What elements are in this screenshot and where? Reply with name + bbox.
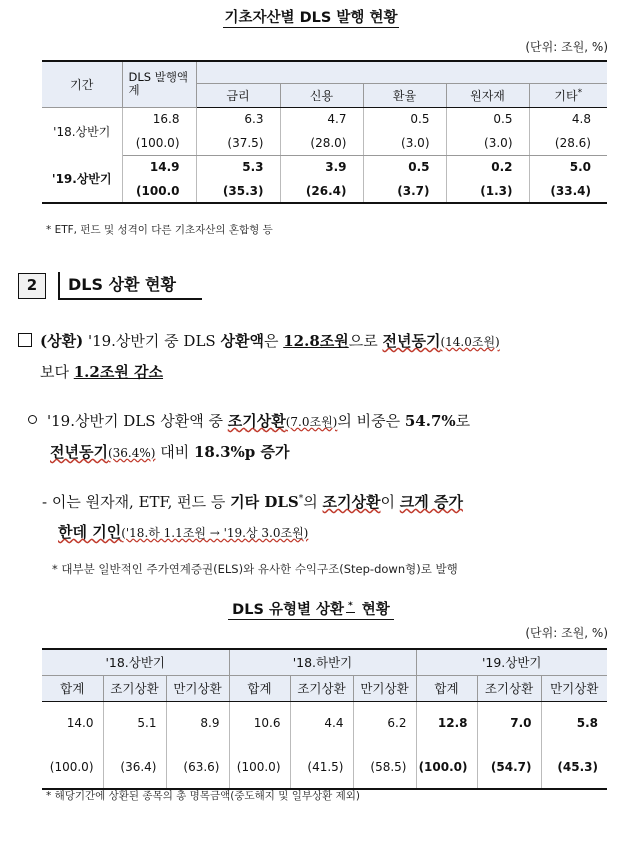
section-title: DLS 상환 현황 — [58, 272, 202, 300]
cell-value: 6.3 — [196, 107, 280, 131]
section-number: 2 — [18, 273, 46, 299]
cell-value: 16.8 — [122, 107, 196, 131]
header-total: DLS 발행액계 — [122, 61, 196, 107]
cell-share: (3.7) — [363, 179, 446, 203]
table2-unit: (단위: 조원, %) — [525, 626, 608, 640]
table1-title: 기초자산별 DLS 발행 현황 — [224, 10, 398, 26]
header-rate: 금리 — [196, 83, 280, 107]
cell-share: (45.3) — [541, 745, 607, 789]
subheader-early: 조기상환 — [477, 675, 541, 701]
cell-share: (100.0 — [122, 179, 196, 203]
cell-value: 4.4 — [290, 701, 353, 745]
subheader-total: 합계 — [229, 675, 290, 701]
cell-value: 5.3 — [196, 155, 280, 179]
redemption-table — [42, 648, 607, 790]
cell-value: 5.8 — [541, 701, 607, 745]
cell-value: 6.2 — [353, 701, 416, 745]
cell-share: (58.5) — [353, 745, 416, 789]
row-period: '19.상반기 — [42, 155, 122, 203]
cell-share: (1.3) — [446, 179, 529, 203]
row-period: '18.상반기 — [42, 107, 122, 155]
subheader-early: 조기상환 — [290, 675, 353, 701]
paragraph-2: '19.상반기 DLS 상환액 중 조기상환(7.0조원)의 비중은 54.7%로 전년동기(36.4%) 대비 18.3%p 증가 — [28, 406, 612, 468]
cell-share: (3.0) — [363, 131, 446, 155]
cell-share: (100.0) — [122, 131, 196, 155]
table2-title: DLS 유형별 상환 * 현황 — [0, 598, 622, 619]
group-header: '18.상반기 — [42, 649, 229, 675]
header-commodity: 원자재 — [446, 83, 529, 107]
cell-value: 4.8 — [529, 107, 607, 131]
checkbox-square-icon — [18, 333, 32, 347]
cell-share: (63.6) — [166, 745, 229, 789]
cell-share: (28.6) — [529, 131, 607, 155]
table1-unit: (단위: 조원, %) — [525, 40, 608, 54]
cell-share: (35.3) — [196, 179, 280, 203]
subheader-maturity: 만기상환 — [541, 675, 607, 701]
subheader-total: 합계 — [42, 675, 103, 701]
cell-value: 0.5 — [446, 107, 529, 131]
cell-value: 0.5 — [363, 107, 446, 131]
paragraph-1: (상환) '19.상반기 중 DLS 상환액은 12.8조원으로 전년동기(14.0조원) 보다 1.2조원 감소 — [18, 326, 610, 387]
table2-note: * 해당기간에 상환된 종목의 총 명목금액(중도해지 및 일부상환 제외) — [46, 790, 361, 802]
cell-value: 14.9 — [122, 155, 196, 179]
section-heading — [18, 272, 202, 300]
header-period: 기간 — [42, 61, 122, 107]
cell-share: (3.0) — [446, 131, 529, 155]
cell-share: (36.4) — [103, 745, 166, 789]
bullet-circle-icon — [28, 415, 37, 424]
subheader-early: 조기상환 — [103, 675, 166, 701]
table1-note: * ETF, 펀드 및 성격이 다른 기초자산의 혼합형 등 — [46, 224, 273, 236]
cell-value: 7.0 — [477, 701, 541, 745]
group-header: '18.하반기 — [229, 649, 416, 675]
subheader-maturity: 만기상환 — [353, 675, 416, 701]
cell-value: 3.9 — [280, 155, 363, 179]
cell-value: 0.5 — [363, 155, 446, 179]
cell-share: (100.0) — [416, 745, 477, 789]
cell-value: 4.7 — [280, 107, 363, 131]
cell-share: (28.0) — [280, 131, 363, 155]
cell-value: 8.9 — [166, 701, 229, 745]
paragraph-3: - 이는 원자재, ETF, 펀드 등 기타 DLS*의 조기상환이 크게 증가 한데 기인('18.하 1.1조원 → '19.상 3.0조원) — [42, 493, 463, 541]
header-fx: 환율 — [363, 83, 446, 107]
group-header: '19.상반기 — [416, 649, 607, 675]
cell-share: (41.5) — [290, 745, 353, 789]
cell-value: 5.1 — [103, 701, 166, 745]
paragraph-3-note: * 대부분 일반적인 주가연계증권(ELS)와 유사한 수익구조(Step-down형)로 발행 — [52, 562, 458, 576]
cell-value: 10.6 — [229, 701, 290, 745]
cell-share: (37.5) — [196, 131, 280, 155]
issuance-table — [42, 60, 607, 204]
subheader-maturity: 만기상환 — [166, 675, 229, 701]
header-credit: 신용 — [280, 83, 363, 107]
header-etc: 기타* — [529, 83, 607, 107]
cell-share: (100.0) — [42, 745, 103, 789]
subheader-total: 합계 — [416, 675, 477, 701]
cell-share: (54.7) — [477, 745, 541, 789]
cell-value: 5.0 — [529, 155, 607, 179]
cell-share: (33.4) — [529, 179, 607, 203]
cell-value: 14.0 — [66, 716, 94, 731]
header-spacer — [196, 61, 607, 83]
cell-value: 12.8 — [416, 701, 477, 745]
cell-value: 0.2 — [446, 155, 529, 179]
cell-share: (100.0) — [229, 745, 290, 789]
cell-share: (26.4) — [280, 179, 363, 203]
